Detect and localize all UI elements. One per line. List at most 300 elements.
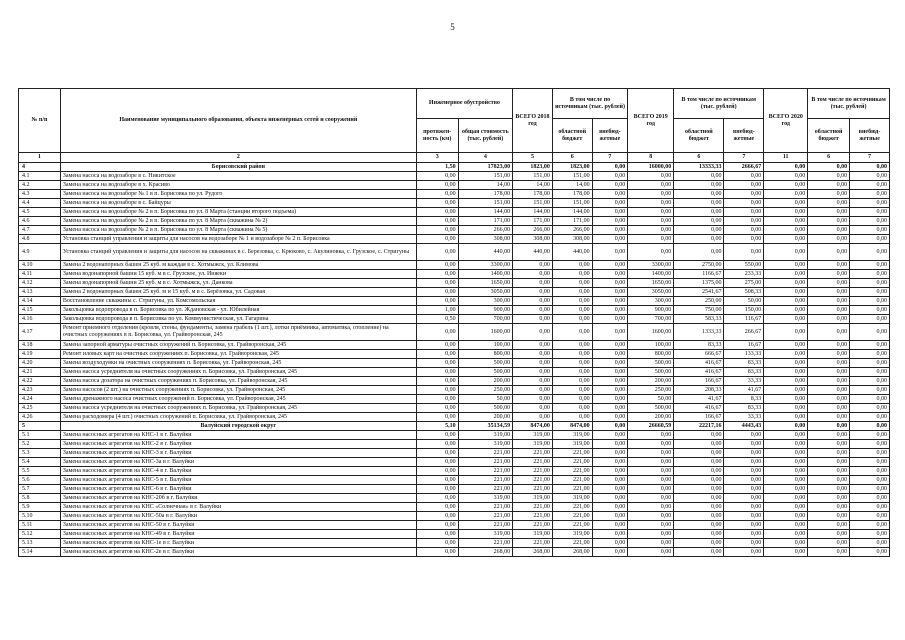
row-value: 133,33 [724, 350, 764, 359]
row-value: 178,00 [513, 190, 553, 199]
row-value: 0,00 [674, 181, 724, 190]
row-value: 221,00 [458, 521, 512, 530]
row-value: 0,00 [416, 208, 458, 217]
table-row [19, 494, 890, 503]
row-value: 0,00 [724, 512, 764, 521]
row-index: 5.3 [19, 449, 61, 458]
row-value: 0,00 [416, 440, 458, 449]
row-value: 0,00 [592, 235, 628, 244]
row-value: 151,00 [552, 199, 592, 208]
row-value: 0,00 [592, 377, 628, 386]
row-value: 0,00 [808, 270, 850, 279]
row-name: Замена водонапорной башни 15 куб. м в с. Грузское, ул. Иняеки [60, 270, 416, 279]
row-index: 4.11 [19, 270, 61, 279]
row-value: 0,00 [764, 163, 808, 172]
row-value: 221,00 [513, 467, 553, 476]
header-engineering: Инженерное обустройство [416, 89, 512, 119]
row-index: 4.25 [19, 404, 61, 413]
row-value: 0,00 [628, 431, 674, 440]
row-value: 300,00 [458, 297, 512, 306]
row-value: 0,00 [592, 413, 628, 422]
row-value: 0,00 [416, 279, 458, 288]
row-value: 1650,00 [458, 279, 512, 288]
investment-table [18, 88, 890, 557]
row-value: 0,00 [552, 413, 592, 422]
row-value: 0,00 [808, 306, 850, 315]
column-number: 1 [19, 153, 61, 163]
row-value: 0,00 [808, 512, 850, 521]
row-value: 150,00 [724, 306, 764, 315]
row-value: 0,00 [592, 288, 628, 297]
row-value: 0,50 [416, 315, 458, 324]
row-index: 5.8 [19, 494, 61, 503]
row-index: 4.21 [19, 368, 61, 377]
table-row [19, 368, 890, 377]
row-value: 2750,00 [674, 261, 724, 270]
row-value: 0,00 [764, 297, 808, 306]
row-value: 0,00 [808, 208, 850, 217]
row-value: 100,00 [628, 341, 674, 350]
row-value: 0,00 [674, 548, 724, 557]
row-value: 0,00 [592, 476, 628, 485]
row-value: 50,00 [458, 395, 512, 404]
column-number: 11 [764, 153, 808, 163]
row-value: 0,00 [850, 226, 890, 235]
row-name: Замена насоса на водозаборе № 1 в п. Борисовка по ул. Рудого [60, 190, 416, 199]
row-value: 0,00 [764, 324, 808, 341]
row-value: 0,00 [416, 467, 458, 476]
row-name: Установка станций управления и защиты для насосов на скважинах в с. Березовка, с. Крюково, с. Акулиновка, с. Грузское, с. Стригуны [60, 244, 416, 261]
row-index: 4.26 [19, 413, 61, 422]
row-value: 308,00 [513, 235, 553, 244]
table-row [19, 288, 890, 297]
column-number: 7 [724, 153, 764, 163]
row-value: 0,00 [808, 395, 850, 404]
row-value: 83,33 [724, 404, 764, 413]
row-value: 0,00 [674, 530, 724, 539]
row-value: 0,00 [764, 431, 808, 440]
row-value: 0,00 [724, 548, 764, 557]
row-value: 0,00 [416, 288, 458, 297]
section-row [19, 163, 890, 172]
row-value: 319,00 [552, 530, 592, 539]
row-value: 508,33 [724, 288, 764, 297]
row-value: 0,00 [416, 226, 458, 235]
row-index: 4.19 [19, 350, 61, 359]
row-index: 4.15 [19, 306, 61, 315]
row-value: 208,33 [674, 386, 724, 395]
row-name: Закольцовка водопровода в п. Борисовка по ул. Ждановская - ул. Юбилейная [60, 306, 416, 315]
row-value: 151,00 [458, 172, 512, 181]
row-value: 0,00 [808, 350, 850, 359]
row-value: 0,00 [592, 350, 628, 359]
row-value: 750,00 [674, 306, 724, 315]
header-name: Наименование муниципального образования, объекта инженерных сетей и сооружений [60, 89, 416, 153]
table-row [19, 297, 890, 306]
row-value: 308,00 [458, 235, 512, 244]
header-regional-2018: областной бюджет [552, 119, 592, 153]
row-value: 0,00 [416, 190, 458, 199]
row-index: 5.12 [19, 530, 61, 539]
row-value: 0,00 [850, 341, 890, 350]
row-value: 0,00 [808, 261, 850, 270]
row-value: 0,00 [628, 539, 674, 548]
row-value: 0,00 [416, 512, 458, 521]
row-value: 0,00 [592, 324, 628, 341]
row-value: 144,00 [552, 208, 592, 217]
row-value: 0,00 [808, 476, 850, 485]
row-value: 0,00 [850, 458, 890, 467]
row-value: 0,00 [416, 395, 458, 404]
row-value: 0,00 [850, 350, 890, 359]
row-value: 0,00 [416, 548, 458, 557]
row-value: 200,00 [628, 377, 674, 386]
row-value: 200,00 [628, 413, 674, 422]
row-value: 0,00 [808, 244, 850, 261]
row-value: 0,00 [628, 244, 674, 261]
row-value: 0,00 [764, 244, 808, 261]
row-name: Замена насосных агрегатов на КНС-50 в г. Валуйки [60, 521, 416, 530]
row-value: 0,00 [850, 539, 890, 548]
row-value: 0,00 [808, 324, 850, 341]
table-row [19, 350, 890, 359]
row-value: 151,00 [552, 172, 592, 181]
row-value: 319,00 [513, 431, 553, 440]
row-value: 221,00 [458, 485, 512, 494]
row-name: Замена насоса усреднителя на очистных сооружениях п. Борисовка, ул. Грайворонская, 245 [60, 368, 416, 377]
row-index: 4.12 [19, 279, 61, 288]
table-row [19, 279, 890, 288]
row-name: Борисовский район [60, 163, 416, 172]
row-value: 0,00 [513, 261, 553, 270]
row-value: 0,00 [764, 395, 808, 404]
row-value: 221,00 [458, 539, 512, 548]
row-value: 0,00 [808, 431, 850, 440]
row-value: 500,00 [628, 368, 674, 377]
row-value: 178,00 [552, 190, 592, 199]
row-value: 0,00 [416, 199, 458, 208]
row-name: Замена насосных агрегатов на КНС-1 в г. Валуйки [60, 431, 416, 440]
row-value: 0,00 [764, 422, 808, 431]
row-value: 221,00 [513, 503, 553, 512]
row-index: 4.10 [19, 261, 61, 270]
row-value: 0,00 [808, 449, 850, 458]
column-number: 6 [552, 153, 592, 163]
row-value: 900,00 [458, 306, 512, 315]
row-value: 0,00 [416, 324, 458, 341]
row-value: 800,00 [628, 350, 674, 359]
row-value: 0,00 [628, 503, 674, 512]
row-value: 50,00 [724, 297, 764, 306]
row-name: Замена насосных агрегатов на КНС-20б в г. Валуйки [60, 494, 416, 503]
table-row [19, 306, 890, 315]
header-length: протяжен-ность (км) [416, 119, 458, 153]
row-value: 0,00 [850, 359, 890, 368]
row-index: 4.13 [19, 288, 61, 297]
column-numbers-row [19, 153, 890, 163]
row-value: 0,00 [764, 449, 808, 458]
header-total-2020: ВСЕГО 2020 год [764, 89, 808, 153]
column-number: 6 [808, 153, 850, 163]
row-index: 5.1 [19, 431, 61, 440]
table-row [19, 386, 890, 395]
row-value: 33,33 [724, 413, 764, 422]
row-index: 5.7 [19, 485, 61, 494]
table-row [19, 530, 890, 539]
row-name: Замена насоса на водозаборе № 2 в п. Борисовка по ул. 8 Марта (скважина № 5) [60, 226, 416, 235]
row-name: Замена насосных агрегатов на КНС-3а в г. Валуйки [60, 458, 416, 467]
row-value: 1375,00 [674, 279, 724, 288]
row-value: 171,00 [552, 217, 592, 226]
row-value: 0,00 [764, 503, 808, 512]
table-body [19, 153, 890, 557]
row-value: 0,00 [592, 261, 628, 270]
row-value: 233,33 [724, 270, 764, 279]
row-value: 14,00 [458, 181, 512, 190]
row-value: 0,00 [850, 181, 890, 190]
row-name: Замена 2 водонапорных башен 25 куб. м каждая в с. Хотмыжск, ул. Климова [60, 261, 416, 270]
row-value: 0,00 [850, 172, 890, 181]
row-value: 0,00 [850, 279, 890, 288]
row-value: 0,00 [850, 404, 890, 413]
row-value: 0,00 [674, 503, 724, 512]
row-value: 0,00 [850, 163, 890, 172]
row-value: 2666,67 [724, 163, 764, 172]
table-row [19, 341, 890, 350]
row-index: 5.2 [19, 440, 61, 449]
row-value: 0,00 [808, 413, 850, 422]
row-value: 0,00 [724, 440, 764, 449]
row-value: 800,00 [458, 350, 512, 359]
row-value: 1333,33 [674, 324, 724, 341]
row-index: 4.16 [19, 315, 61, 324]
row-value: 0,00 [592, 404, 628, 413]
row-value: 0,00 [724, 226, 764, 235]
row-value: 0,00 [764, 341, 808, 350]
row-value: 0,00 [552, 359, 592, 368]
row-value: 0,00 [808, 440, 850, 449]
row-name: Восстановление скважины с. Стригуны, ул. Комсомольская [60, 297, 416, 306]
row-value: 0,00 [764, 521, 808, 530]
row-value: 0,00 [592, 467, 628, 476]
row-value: 0,00 [552, 377, 592, 386]
row-value: 0,00 [764, 226, 808, 235]
row-name: Замена насосных агрегатов на КНС-6 в г. Валуйки [60, 485, 416, 494]
row-value: 0,00 [628, 226, 674, 235]
row-value: 0,00 [674, 440, 724, 449]
row-value: 0,00 [724, 521, 764, 530]
row-value: 100,00 [458, 341, 512, 350]
row-index: 5.11 [19, 521, 61, 530]
row-name: Замена насоса на водозаборе № 2 в п. Борисовка по ул. 8 Марта (скважина № 2) [60, 217, 416, 226]
table-row [19, 235, 890, 244]
row-value: 0,00 [764, 350, 808, 359]
row-name: Замена насосов (2 шт.) на очистных сооружениях п. Борисовка, ул. Грайворонская, 245 [60, 386, 416, 395]
row-name: Замена насоса дозатора на очистных сооружениях п. Борисовка, ул. Грайворонская, 245 [60, 377, 416, 386]
row-value: 1823,00 [513, 163, 553, 172]
row-value: 0,00 [416, 530, 458, 539]
row-value: 0,00 [674, 217, 724, 226]
row-value: 1600,00 [628, 324, 674, 341]
row-value: 268,00 [513, 548, 553, 557]
row-value: 166,67 [674, 413, 724, 422]
row-value: 0,00 [764, 494, 808, 503]
row-value: 0,00 [628, 548, 674, 557]
row-value: 0,00 [674, 485, 724, 494]
row-name: Замена 2 водонапорных башен 25 куб. м и 15 куб. м в с. Берёзовка, ул. Садовая [60, 288, 416, 297]
row-value: 0,00 [808, 458, 850, 467]
table-row [19, 190, 890, 199]
row-value: 0,00 [552, 297, 592, 306]
row-value: 221,00 [513, 539, 553, 548]
row-value: 0,00 [416, 341, 458, 350]
row-value: 16000,00 [628, 163, 674, 172]
row-value: 0,00 [552, 350, 592, 359]
row-value: 0,00 [592, 512, 628, 521]
header-regional-2019: областной бюджет [674, 119, 724, 153]
row-value: 0,00 [592, 548, 628, 557]
row-value: 0,00 [513, 297, 553, 306]
row-value: 0,00 [808, 503, 850, 512]
header-incl-2018: В том числе по источникам (тыс. рублей) [552, 89, 627, 119]
row-index: 4.6 [19, 217, 61, 226]
row-value: 0,00 [552, 279, 592, 288]
table-row [19, 503, 890, 512]
row-value: 8474,00 [513, 422, 553, 431]
row-value: 221,00 [552, 539, 592, 548]
row-value: 0,00 [850, 261, 890, 270]
row-value: 0,00 [592, 422, 628, 431]
row-value: 14,00 [513, 181, 553, 190]
row-value: 0,00 [850, 476, 890, 485]
table-row [19, 548, 890, 557]
row-name: Замена насосных агрегатов на КНС-5 в г. Валуйки [60, 476, 416, 485]
row-value: 221,00 [458, 512, 512, 521]
row-value: 0,00 [552, 341, 592, 350]
row-name: Замена насоса на водозаборе в с. Байцуры [60, 199, 416, 208]
row-value: 440,00 [458, 244, 512, 261]
row-value: 0,00 [552, 306, 592, 315]
row-value: 500,00 [628, 359, 674, 368]
row-name: Замена насосных агрегатов на КНС-1е в г. Валуйки [60, 539, 416, 548]
row-value: 221,00 [513, 449, 553, 458]
row-value: 0,00 [808, 297, 850, 306]
row-value: 0,00 [592, 359, 628, 368]
row-value: 0,00 [674, 208, 724, 217]
row-value: 0,00 [628, 530, 674, 539]
row-name: Замена насоса на водозаборе в х. Красиво [60, 181, 416, 190]
row-name: Замена расходомера (4 шт.) очистных сооружений п. Борисовка, ул. Грайворонская, 245 [60, 413, 416, 422]
row-index: 5 [19, 422, 61, 431]
row-value: 0,00 [764, 315, 808, 324]
table-row [19, 261, 890, 270]
row-value: 0,00 [674, 458, 724, 467]
row-value: 0,00 [674, 199, 724, 208]
row-value: 221,00 [552, 521, 592, 530]
row-value: 83,33 [724, 359, 764, 368]
row-value: 266,00 [513, 226, 553, 235]
row-value: 666,67 [674, 350, 724, 359]
row-value: 1400,00 [458, 270, 512, 279]
row-value: 0,00 [592, 199, 628, 208]
table-row [19, 270, 890, 279]
row-value: 3300,00 [458, 261, 512, 270]
table-row [19, 244, 890, 261]
row-name: Установка станций управления и защиты для насосов на водозаборе № 1 и водозаборе № 2 п. Борисовка [60, 235, 416, 244]
row-value: 0,00 [416, 539, 458, 548]
row-index: 5.14 [19, 548, 61, 557]
row-value: 0,00 [628, 235, 674, 244]
table-row [19, 467, 890, 476]
row-value: 0,00 [808, 386, 850, 395]
row-value: 1400,00 [628, 270, 674, 279]
row-value: 300,00 [628, 297, 674, 306]
row-name: Замена насосных агрегатов на КНС-49 в г. Валуйки [60, 530, 416, 539]
row-value: 41,67 [724, 386, 764, 395]
row-value: 700,00 [458, 315, 512, 324]
row-value: 0,00 [764, 485, 808, 494]
row-value: 0,00 [674, 512, 724, 521]
row-value: 266,67 [724, 324, 764, 341]
row-value: 0,00 [674, 467, 724, 476]
row-value: 0,00 [592, 163, 628, 172]
row-value: 0,00 [808, 494, 850, 503]
row-index: 4 [19, 163, 61, 172]
row-value: 0,00 [850, 288, 890, 297]
row-value: 0,00 [724, 199, 764, 208]
row-value: 0,00 [592, 458, 628, 467]
row-value: 0,00 [724, 217, 764, 226]
row-value: 1,00 [416, 306, 458, 315]
row-value: 0,00 [808, 172, 850, 181]
row-value: 0,00 [628, 449, 674, 458]
row-value: 0,00 [513, 350, 553, 359]
row-value: 319,00 [458, 494, 512, 503]
row-value: 268,00 [552, 548, 592, 557]
row-value: 0,00 [552, 315, 592, 324]
table-row [19, 172, 890, 181]
row-value: 0,00 [513, 279, 553, 288]
row-name: Замена насоса на водозаборе № 2 в п. Борисовка по ул. 8 Марта (станции второго подъема) [60, 208, 416, 217]
row-value: 0,00 [592, 181, 628, 190]
row-value: 0,00 [850, 190, 890, 199]
row-value: 0,00 [808, 235, 850, 244]
row-value: 0,00 [850, 422, 890, 431]
row-index: 4.17 [19, 324, 61, 341]
row-value: 0,00 [850, 503, 890, 512]
table-row [19, 404, 890, 413]
row-value: 0,00 [674, 244, 724, 261]
row-value: 0,00 [808, 539, 850, 548]
row-value: 0,00 [416, 476, 458, 485]
column-number: 2 [60, 153, 416, 163]
row-value: 0,00 [552, 404, 592, 413]
row-name: Замена насосных агрегатов на КНС-4 в г. Валуйки [60, 467, 416, 476]
row-value: 416,67 [674, 368, 724, 377]
row-value: 144,00 [458, 208, 512, 217]
row-value: 0,00 [808, 368, 850, 377]
row-value: 0,00 [850, 270, 890, 279]
row-name: Замена насосных агрегатов на КНС-2е в г. Валуйки [60, 548, 416, 557]
row-value: 0,00 [724, 181, 764, 190]
row-value: 14,00 [552, 181, 592, 190]
page-number: 5 [450, 22, 455, 32]
row-value: 500,00 [458, 359, 512, 368]
row-value: 0,00 [724, 530, 764, 539]
row-value: 26660,59 [628, 422, 674, 431]
row-value: 0,00 [808, 530, 850, 539]
header-num: № п/п [19, 89, 61, 153]
